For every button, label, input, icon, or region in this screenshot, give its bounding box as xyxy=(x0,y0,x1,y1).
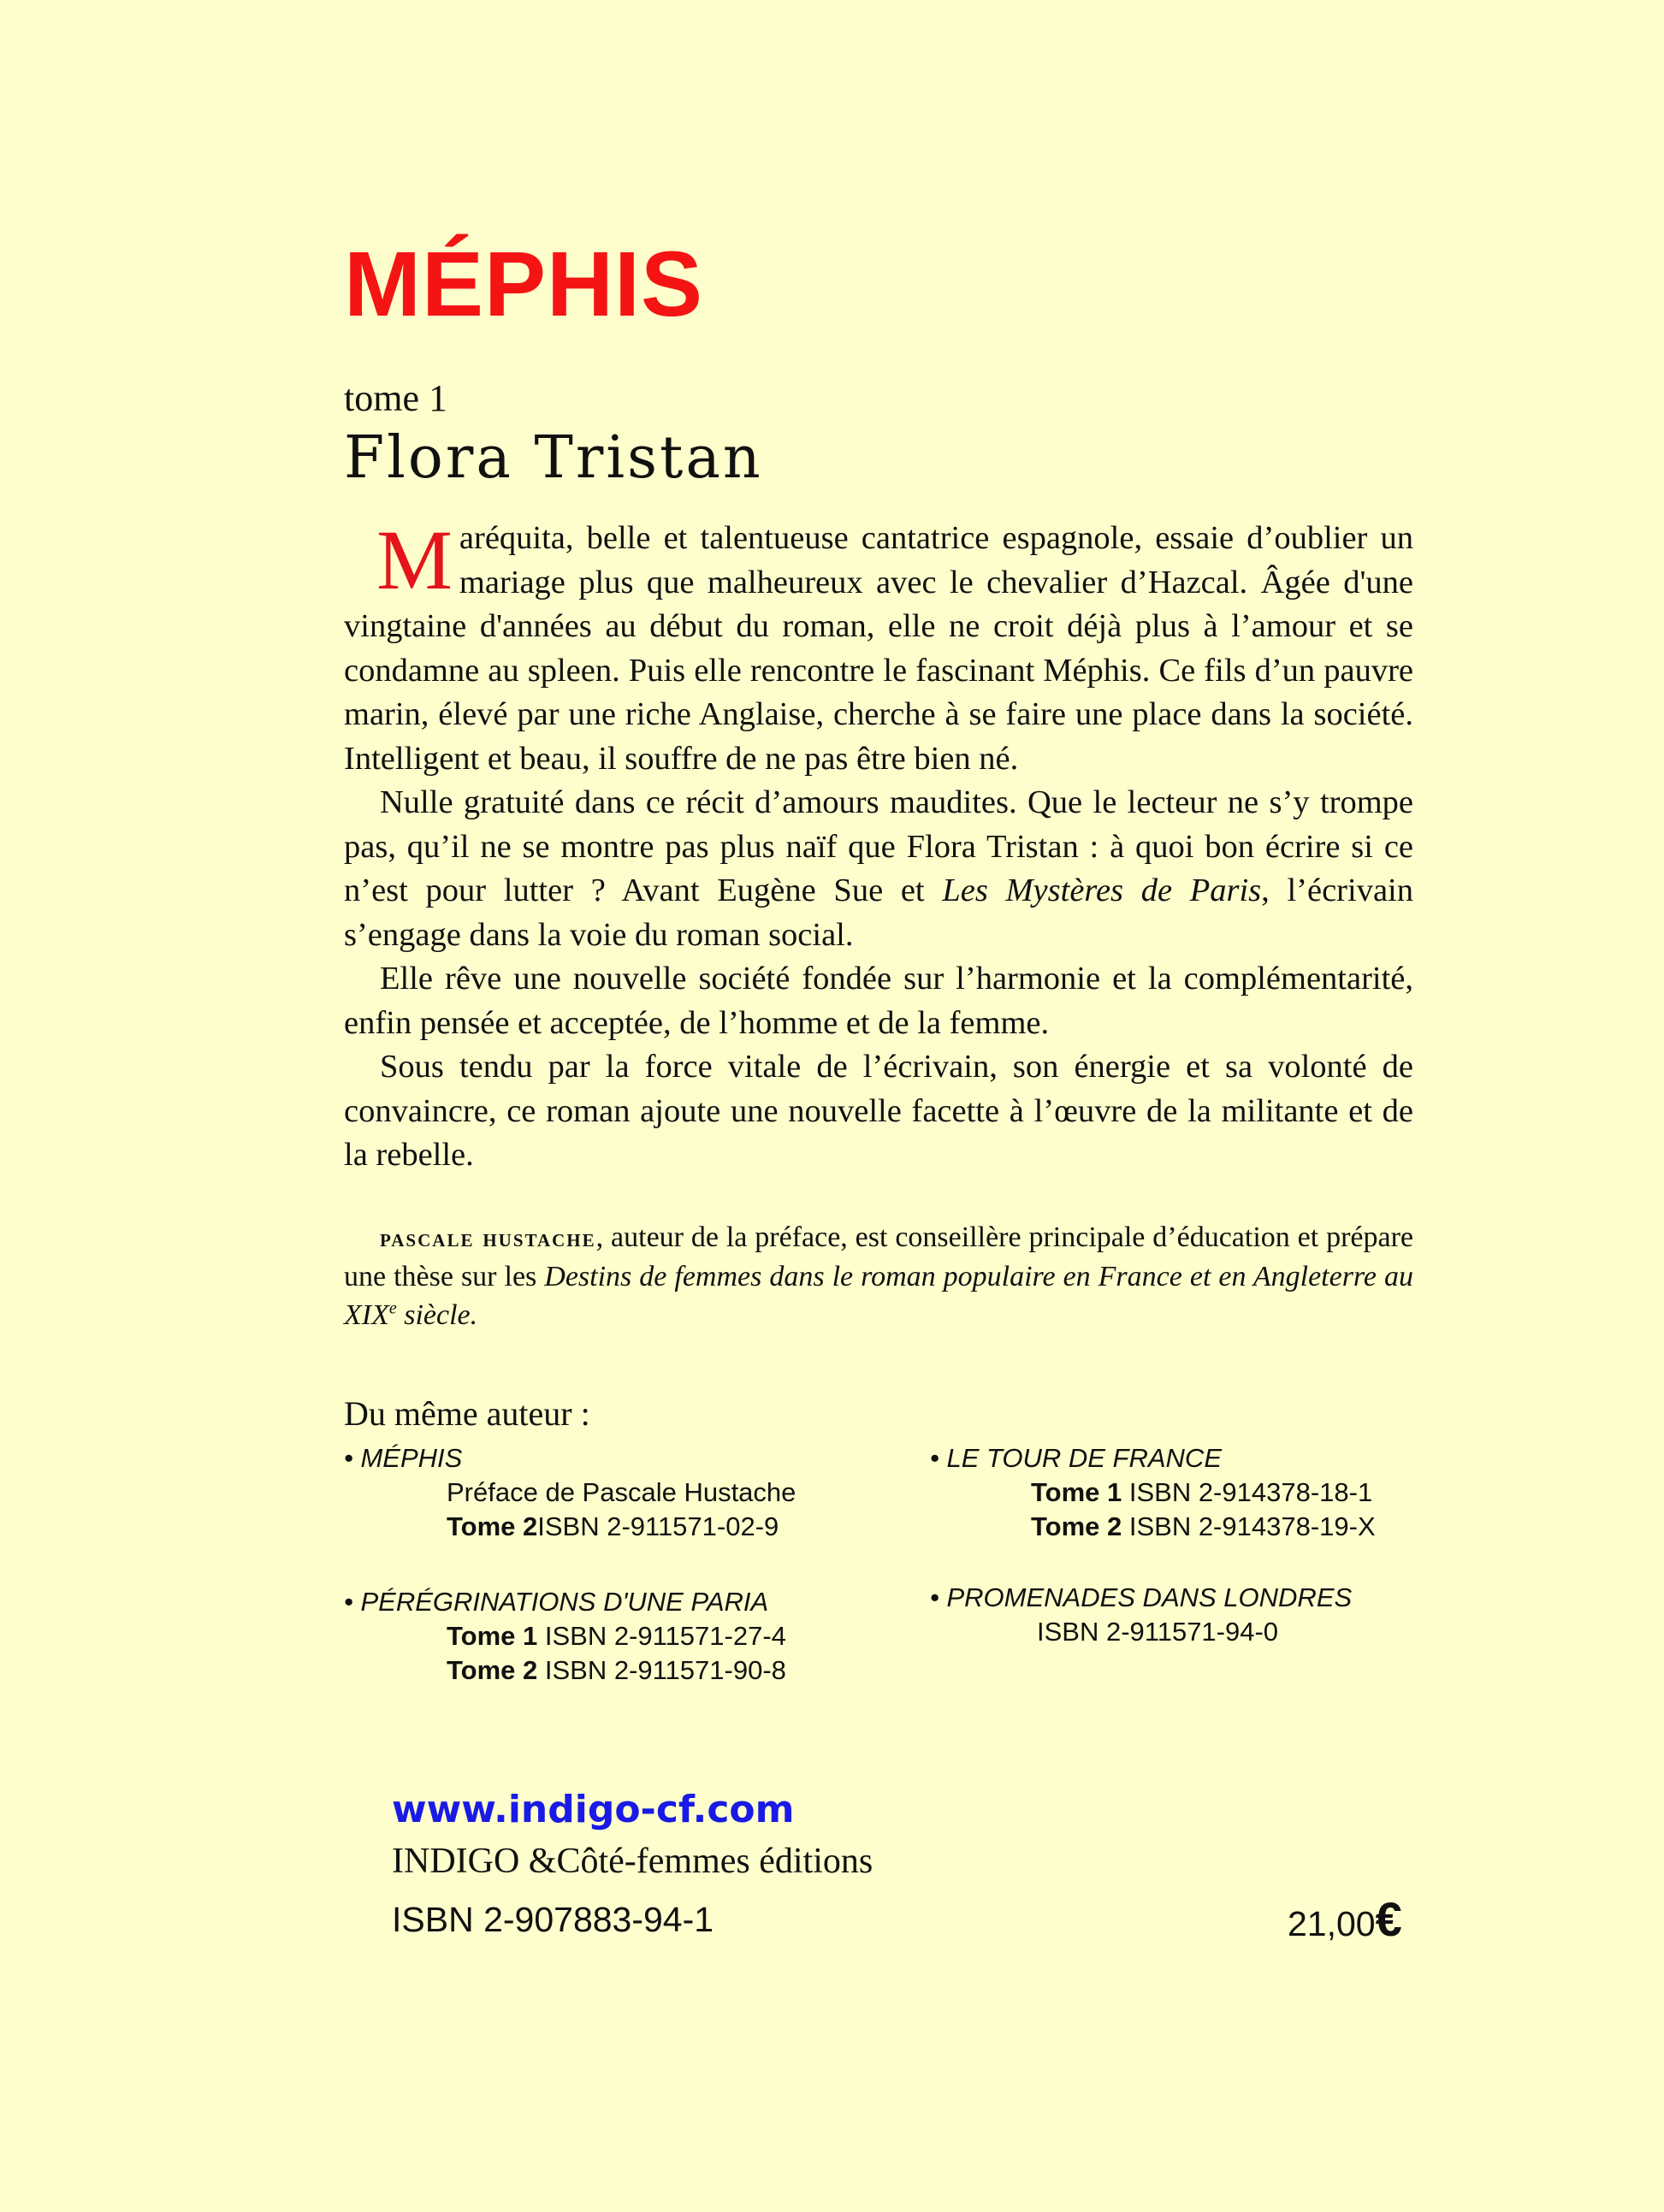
work-isbn: ISBN 2-911571-02-9 xyxy=(537,1511,779,1541)
work-line xyxy=(344,1510,796,1544)
blurb-text-2a: Nulle gratuité dans ce récit d’amours maudites. Que le lecteur ne s’y trompe pas, qu’il ne se montre pas plus naïf que Flora Tristan : à quoi bon écrire si ce n’est pour lutter ? Avant Eugène Sue et xyxy=(344,784,1413,908)
bio-text: , auteur de la préface, est conseillère principale d’éducation et prépare une thèse sur les xyxy=(344,1221,1413,1292)
price-amount: 21,00 xyxy=(1288,1904,1376,1943)
work-line: Préface de Pascale Hustache xyxy=(447,1477,796,1507)
work-isbn: ISBN 2-911571-27-4 xyxy=(537,1621,786,1651)
work-item xyxy=(344,1585,786,1688)
bio-superscript: e xyxy=(388,1298,397,1318)
book-price xyxy=(1288,1892,1402,1946)
work-line xyxy=(930,1510,1376,1544)
drop-cap: M xyxy=(376,512,453,607)
blurb-book-reference: Les Mystères de Paris xyxy=(942,872,1262,908)
work-line xyxy=(344,1619,786,1653)
work-title: • MÉPHIS xyxy=(344,1443,463,1473)
book-blurb xyxy=(344,512,1413,1178)
bio-thesis-title: Destins de femmes dans le roman populaire en France et en Angleterre au XIX xyxy=(344,1261,1413,1331)
book-title: MÉPHIS xyxy=(344,232,704,335)
work-line xyxy=(344,1653,786,1688)
blurb-paragraph-2 xyxy=(344,781,1413,957)
work-item xyxy=(344,1441,796,1544)
volume-label: tome 1 xyxy=(344,377,447,419)
work-isbn: ISBN 2-911571-90-8 xyxy=(537,1655,786,1685)
work-tome: Tome 1 xyxy=(1031,1477,1122,1507)
blurb-paragraph-1 xyxy=(344,512,1413,781)
work-tome: Tome 1 xyxy=(447,1621,538,1651)
work-line xyxy=(930,1476,1376,1510)
bio-thesis-end: siècle. xyxy=(396,1299,478,1331)
work-isbn: ISBN 2-914378-19-X xyxy=(1122,1511,1376,1541)
work-isbn: ISBN 2-914378-18-1 xyxy=(1122,1477,1373,1507)
work-title: • PROMENADES DANS LONDRES xyxy=(930,1582,1353,1612)
same-author-heading: Du même auteur : xyxy=(344,1394,590,1433)
publisher-name: INDIGO &Côté-femmes éditions xyxy=(392,1842,873,1881)
blurb-paragraph-4: Sous tendu par la force vitale de l’écrivain, son énergie et sa volonté de convaincre, ce roman ajoute une nouvelle facette à l’œuvre de la militante et de la rebelle. xyxy=(344,1049,1413,1173)
work-tome: Tome 2 xyxy=(1031,1511,1122,1541)
work-title: • LE TOUR DE FRANCE xyxy=(930,1443,1222,1473)
blurb-text-1: aréquita, belle et talentueuse cantatrice espagnole, essaie d’oublier un mariage plus que malheureux avec le chevalier d’Hazcal. Âgée d'une vingtaine d'années au début du roman, elle ne croit déjà plus à l’amour et se condamne au spleen. Puis elle rencontre le fascinant Méphis. Ce fils d’un pauvre marin, élevé par une riche Anglaise, cherche à se faire une place dans la société. Intelligent et beau, il souffre de ne pas être bien né. xyxy=(344,520,1413,777)
preface-author-bio xyxy=(344,1218,1413,1334)
work-tome: Tome 2 xyxy=(447,1655,538,1685)
book-isbn: ISBN 2-907883-94-1 xyxy=(392,1900,714,1939)
euro-icon: € xyxy=(1375,1892,1402,1946)
work-line: ISBN 2-911571-94-0 xyxy=(1037,1617,1279,1647)
work-item xyxy=(930,1581,1352,1649)
blurb-text-2b: , l’écrivain s’engage dans la voie du roman social. xyxy=(344,872,1413,953)
bio-name: pascale hustache xyxy=(380,1224,596,1252)
author-name: Flora Tristan xyxy=(344,424,763,492)
work-title: • PÉRÉGRINATIONS D'UNE PARIA xyxy=(344,1587,769,1617)
work-tome: Tome 2 xyxy=(447,1511,538,1541)
blurb-paragraph-3: Elle rêve une nouvelle société fondée sur l’harmonie et la complémentarité, enfin pensée et acceptée, de l’homme et de la femme. xyxy=(344,961,1413,1041)
publisher-website-link[interactable]: www.indigo-cf.com xyxy=(392,1788,795,1831)
work-item xyxy=(930,1441,1376,1544)
